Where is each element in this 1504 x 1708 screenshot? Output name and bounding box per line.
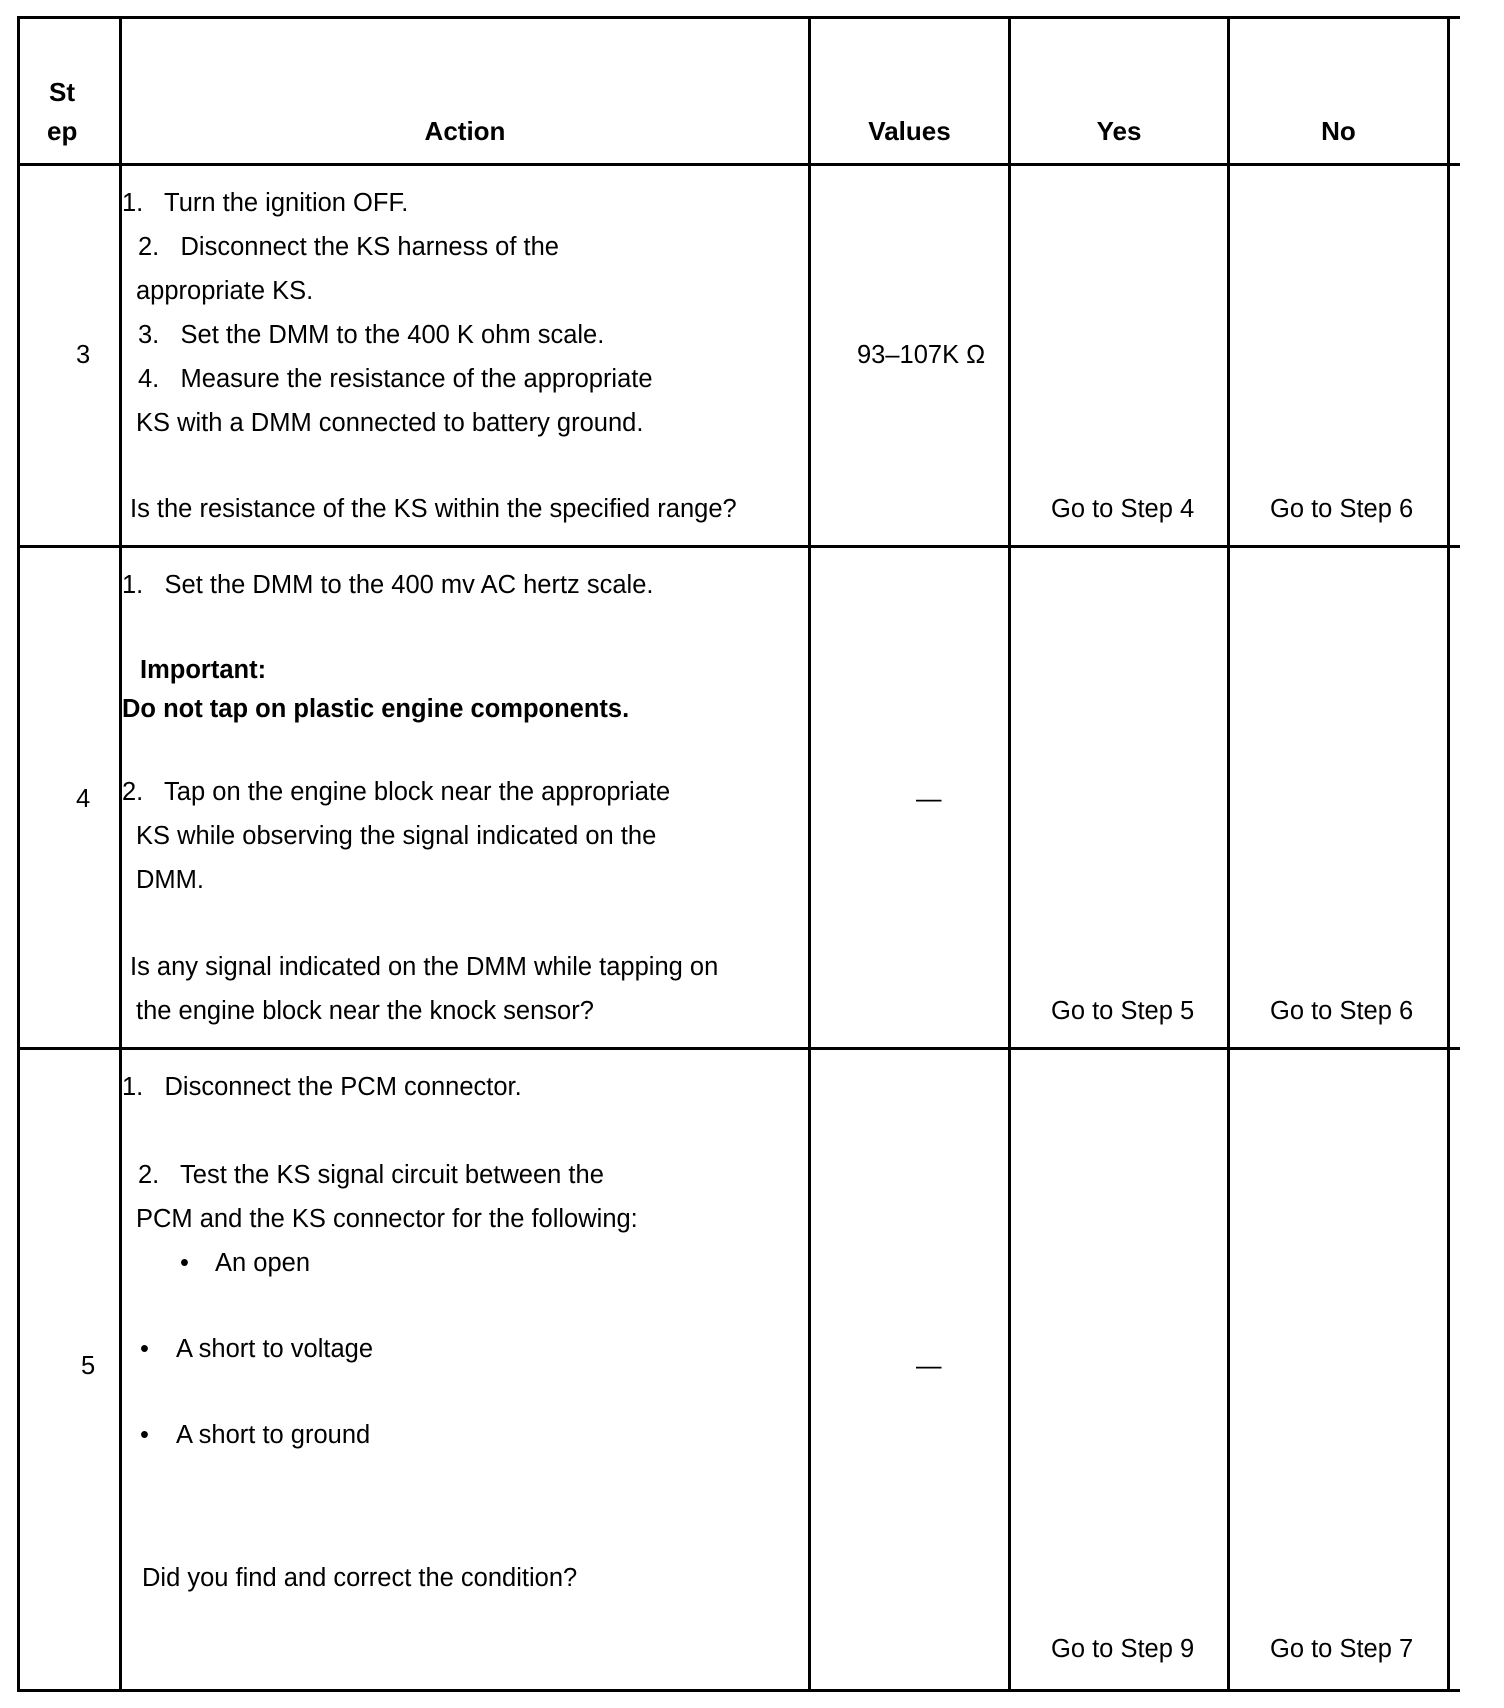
action-line: KS while observing the signal indicated on the [136,822,657,850]
table-border-left [17,16,20,1692]
row-divider [17,545,1460,548]
column-divider [1008,16,1011,1692]
step-number: 5 [81,1352,96,1380]
action-line: 3. Set the DMM to the 400 K ohm scale. [138,321,605,349]
value-dash: — [916,785,942,813]
header-step-line1: St [49,77,75,107]
table-border-right [1447,16,1450,1692]
action-question: Did you find and correct the condition? [142,1564,578,1592]
no-result: Go to Step 6 [1270,495,1414,523]
bullet-icon: • [140,1421,149,1449]
header-no: No [1321,116,1356,146]
action-bullet-item: A short to ground [176,1421,371,1449]
action-line: 1. Turn the ignition OFF. [122,189,409,217]
action-line: KS with a DMM connected to battery ground. [136,409,644,437]
important-label: Important: [140,656,267,684]
header-divider [17,163,1460,166]
header-action: Action [424,116,506,146]
column-divider [808,16,811,1692]
no-result: Go to Step 7 [1270,1635,1414,1663]
yes-result: Go to Step 5 [1051,997,1195,1025]
header-values: Values [868,116,951,146]
action-bullet-item: An open [215,1249,311,1277]
table-border-top [17,16,1460,19]
action-line: 1. Set the DMM to the 400 mv AC hertz scale. [122,571,654,599]
important-note: Do not tap on plastic engine components. [122,695,630,723]
action-line: appropriate KS. [136,277,314,305]
action-line: DMM. [136,866,204,894]
header-yes: Yes [1096,116,1142,146]
bullet-icon: • [140,1335,149,1363]
table-border-bottom [17,1689,1460,1692]
action-line: 2. Test the KS signal circuit between the [138,1161,604,1189]
column-divider [1227,16,1230,1692]
no-result: Go to Step 6 [1270,997,1414,1025]
action-bullet-item: A short to voltage [176,1335,374,1363]
step-number: 4 [76,785,91,813]
step-number: 3 [76,341,91,369]
yes-result: Go to Step 4 [1051,495,1195,523]
action-line: 1. Disconnect the PCM connector. [122,1073,522,1101]
value-dash: — [916,1352,942,1380]
value-range: 93–107K Ω [857,341,986,369]
action-line: 2. Disconnect the KS harness of the [138,233,559,261]
yes-result: Go to Step 9 [1051,1635,1195,1663]
action-line: 2. Tap on the engine block near the appropriate [122,778,671,806]
action-line: 4. Measure the resistance of the appropriate [138,365,653,393]
column-divider [119,16,122,1692]
action-question: Is any signal indicated on the DMM while tapping on [130,953,719,981]
action-question: the engine block near the knock sensor? [136,997,594,1025]
row-divider [17,1047,1460,1050]
bullet-icon: • [180,1249,189,1277]
header-step-line2: ep [47,116,78,146]
action-line: PCM and the KS connector for the following: [136,1205,638,1233]
action-question: Is the resistance of the KS within the specified range? [130,495,737,523]
